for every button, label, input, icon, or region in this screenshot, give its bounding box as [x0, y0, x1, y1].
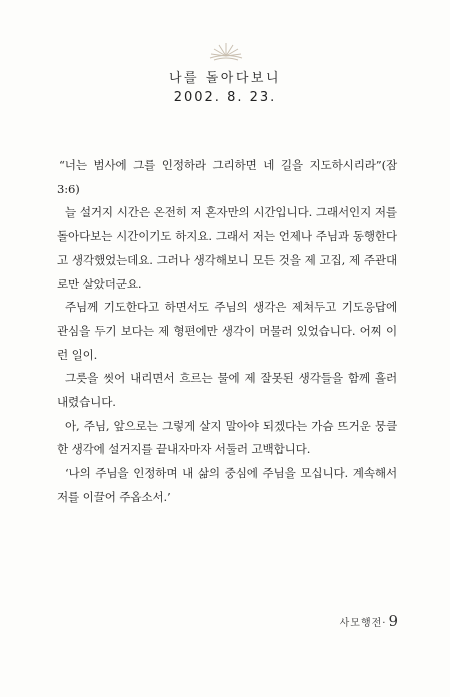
body-paragraph: ‘나의 주님을 인정하며 내 삶의 중심에 주님을 모십니다. 계속해서 저를 이끌어 주옵소서.’: [57, 466, 397, 504]
page-number: 9: [388, 612, 398, 630]
body-paragraph: 아, 주님, 앞으로는 그렇게 살지 말아야 되겠다는 가슴 뜨거운 뭉클한 생각에 설거지를 끝내자마자 서둘러 고백합니다.: [57, 418, 397, 457]
sunburst-ornament-icon: [206, 40, 246, 62]
body-paragraph: 늘 설거지 시간은 온전히 저 혼자만의 시간입니다. 그래서인지 저를 돌아다보는 시간이기도 하지요. 그래서 저는 언제나 주님과 동행한다고 생각했었는데요. 그러나 생각해보니 모든 것을 제 고집, 제 주관대로만 살았더군요.: [57, 205, 397, 291]
body-paragraph: 주님께 기도한다고 하면서도 주님의 생각은 제쳐두고 기도응답에 관심을 두기 보다는 제 형편에만 생각이 머물러 있었습니다. 어찌 이런 일이.: [57, 300, 397, 362]
body-paragraph: 그릇을 씻어 내리면서 흐르는 물에 제 잘못된 생각들을 함께 흘러 내렸습니다.: [57, 371, 397, 410]
page-date: 2002. 8. 23.: [173, 90, 277, 105]
footer-separator: ·: [382, 618, 387, 629]
body-text: [57, 154, 397, 510]
scripture-quote-paragraph: “너는 범사에 그를 인정하라 그리하면 네 길을 지도하시리라”(잠3:6): [57, 158, 397, 196]
book-title: 사모행전: [339, 618, 383, 629]
page-title: 나를 돌아다보니: [168, 71, 282, 86]
page-footer: [340, 612, 398, 630]
